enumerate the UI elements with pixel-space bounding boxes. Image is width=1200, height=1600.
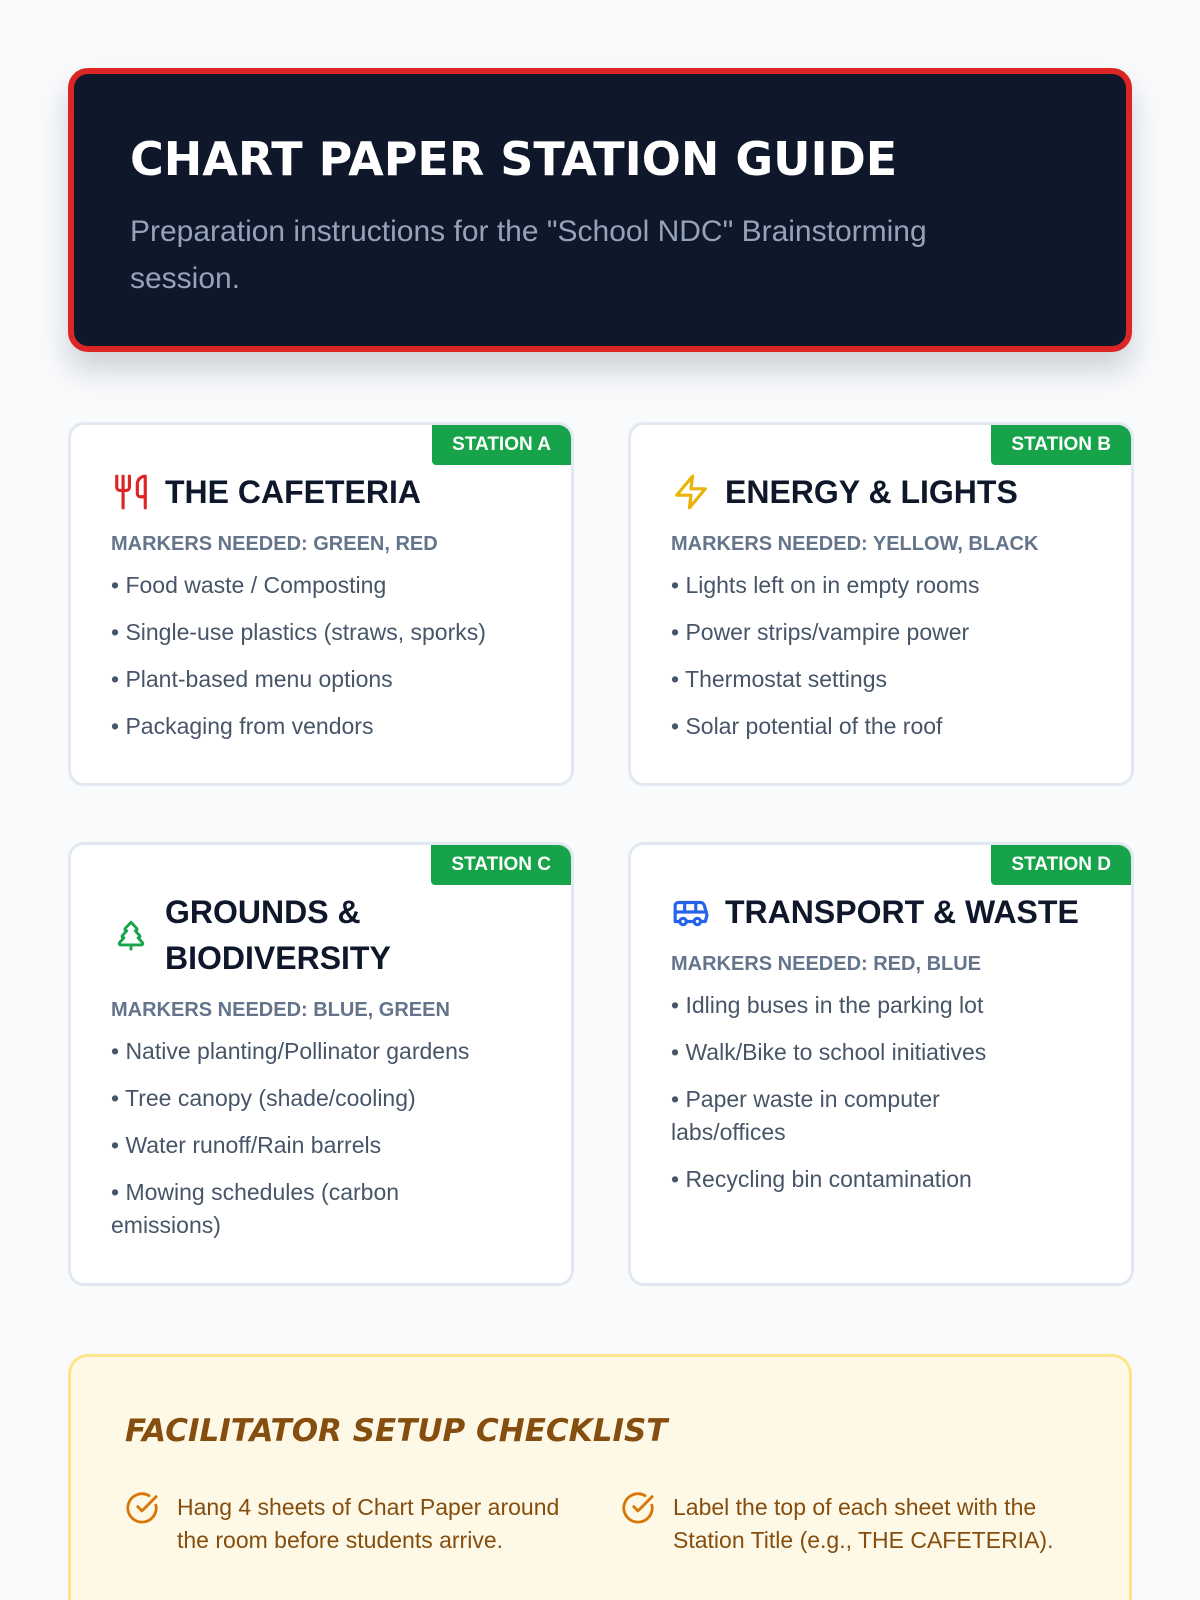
- lightning-icon: [671, 472, 711, 512]
- station-title: ENERGY & LIGHTS: [725, 474, 1018, 510]
- checklist-item-text: Label the top of each sheet with the Station Title (e.g., THE CAFETERIA).: [673, 1494, 1054, 1553]
- topic-list: [111, 569, 551, 743]
- checklist-item: [621, 1491, 1081, 1557]
- bus-icon: [671, 892, 711, 932]
- station-header: [111, 469, 541, 515]
- station-body: [111, 531, 551, 757]
- list-item: • Paper waste in computer labs/offices: [671, 1086, 940, 1145]
- page-subtitle: Preparation instructions for the "School NDC" Brainstorming session.: [130, 215, 927, 295]
- utensils-icon: [111, 472, 151, 512]
- station-header: [671, 469, 1101, 515]
- list-item: • Mowing schedules (carbon emissions): [111, 1179, 400, 1238]
- station-card-grounds: [68, 842, 574, 1286]
- page-title: CHART PAPER STATION GUIDE: [130, 132, 898, 186]
- list-item: • Recycling bin contamination: [671, 1166, 972, 1192]
- station-badge: STATION B: [991, 425, 1131, 465]
- check-circle-icon: [621, 1491, 655, 1525]
- list-item: • Packaging from vendors: [111, 713, 374, 739]
- guide-header: [68, 68, 1132, 352]
- topic-list: [111, 1035, 551, 1242]
- list-item: • Tree canopy (shade/cooling): [111, 1085, 416, 1111]
- list-item: • Single-use plastics (straws, sporks): [111, 619, 486, 645]
- markers-needed: MARKERS NEEDED: GREEN, RED: [111, 533, 438, 555]
- markers-needed: MARKERS NEEDED: RED, BLUE: [671, 953, 982, 975]
- station-body: [671, 531, 1111, 757]
- list-item: • Food waste / Composting: [111, 572, 387, 598]
- facilitator-checklist: [68, 1354, 1132, 1600]
- list-item: • Power strips/vampire power: [671, 619, 970, 645]
- list-item: • Solar potential of the roof: [671, 713, 943, 739]
- topic-list: [671, 989, 1111, 1196]
- tree-icon: [111, 915, 151, 955]
- station-card-transport: [628, 842, 1134, 1286]
- check-circle-icon: [125, 1491, 159, 1525]
- station-body: [671, 951, 1111, 1210]
- markers-needed: MARKERS NEEDED: BLUE, GREEN: [111, 999, 450, 1021]
- station-badge: STATION D: [991, 845, 1131, 885]
- station-card-energy: [628, 422, 1134, 786]
- station-badge: STATION C: [431, 845, 571, 885]
- station-badge: STATION A: [432, 425, 571, 465]
- markers-needed: MARKERS NEEDED: YELLOW, BLACK: [671, 533, 1039, 555]
- station-title: TRANSPORT & WASTE: [725, 894, 1079, 930]
- checklist-title: FACILITATOR SETUP CHECKLIST: [125, 1413, 668, 1449]
- list-item: • Walk/Bike to school initiatives: [671, 1039, 987, 1065]
- list-item: • Native planting/Pollinator gardens: [111, 1038, 470, 1064]
- topic-list: [671, 569, 1111, 743]
- station-title: THE CAFETERIA: [165, 474, 421, 510]
- station-body: [111, 997, 551, 1256]
- list-item: • Water runoff/Rain barrels: [111, 1132, 382, 1158]
- list-item: • Lights left on in empty rooms: [671, 572, 980, 598]
- station-card-cafeteria: [68, 422, 574, 786]
- checklist-item-text: Hang 4 sheets of Chart Paper around the room before students arrive.: [177, 1494, 560, 1553]
- list-item: • Thermostat settings: [671, 666, 887, 692]
- station-header: [671, 889, 1101, 935]
- list-item: • Plant-based menu options: [111, 666, 393, 692]
- station-title: GROUNDS & BIODIVERSITY: [165, 894, 391, 976]
- checklist-item: [125, 1491, 565, 1557]
- station-header: [111, 889, 541, 981]
- list-item: • Idling buses in the parking lot: [671, 992, 984, 1018]
